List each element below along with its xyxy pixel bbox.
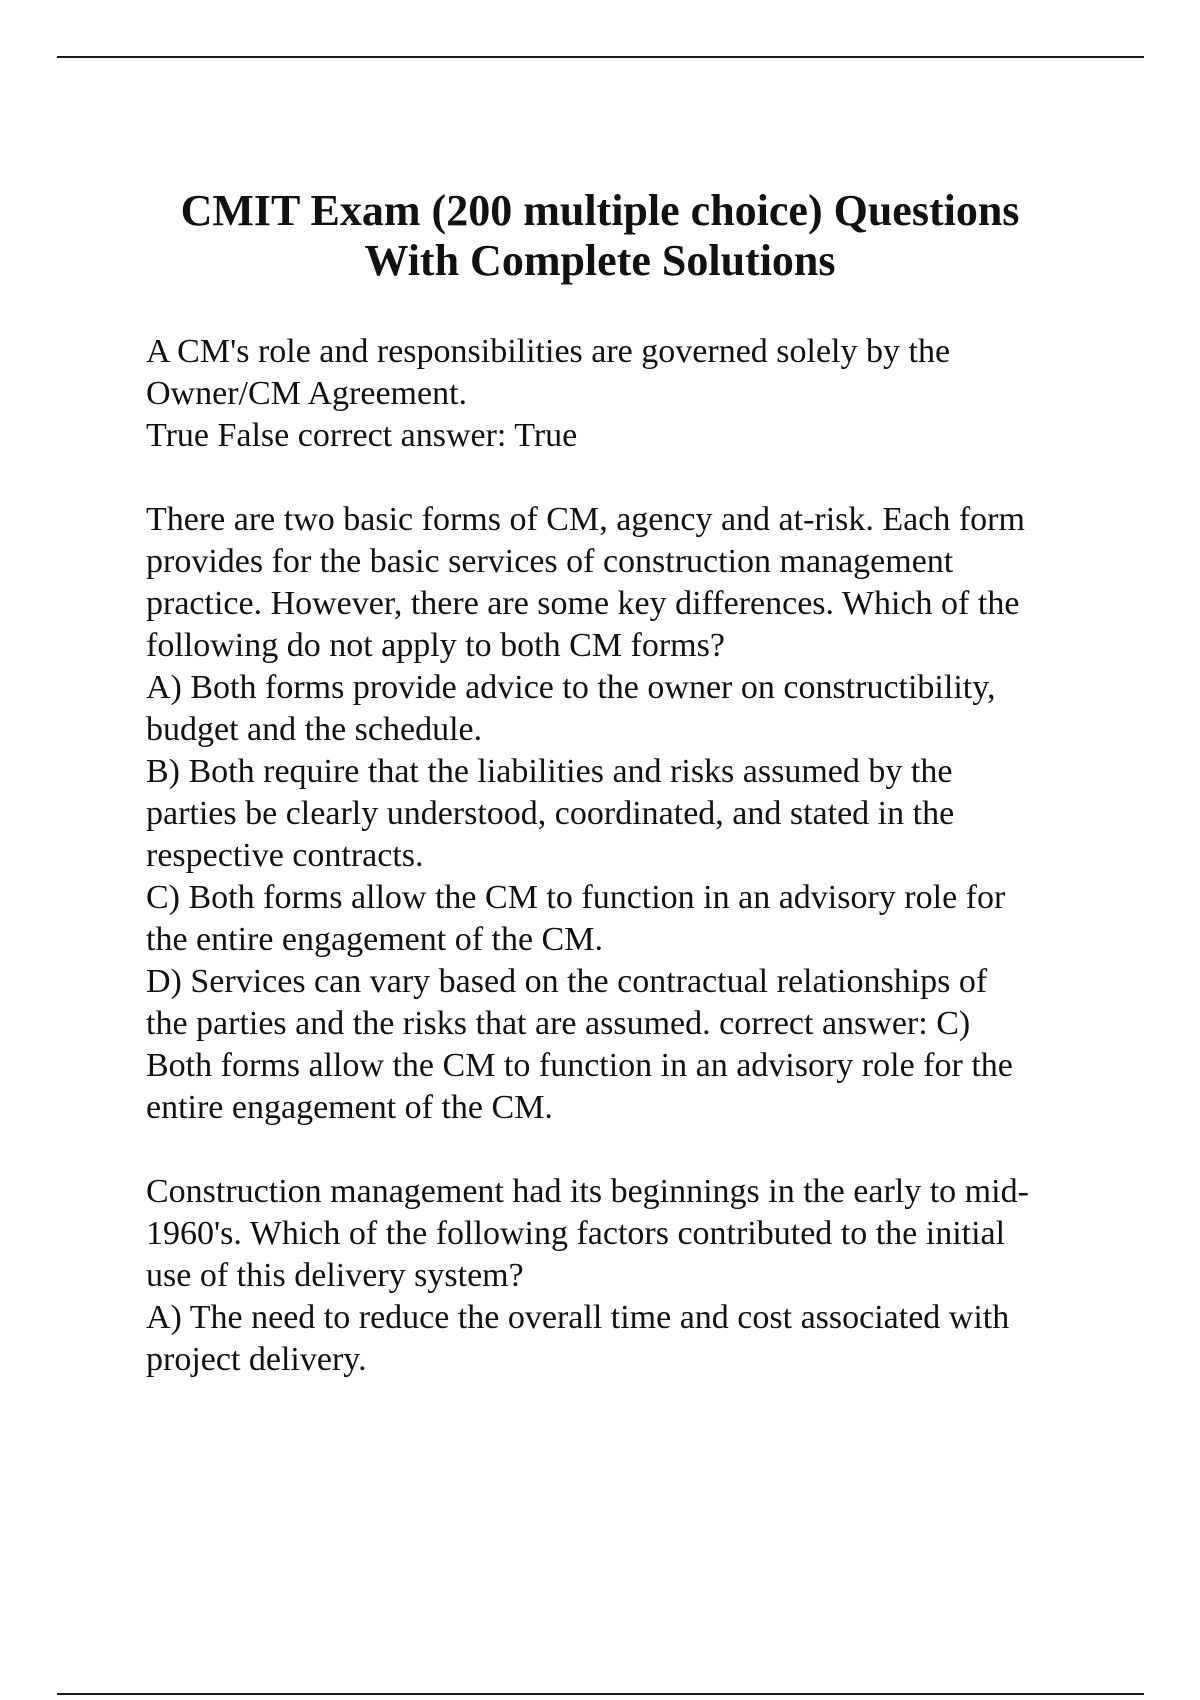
question-text-line: provides for the basic services of construction management [146, 543, 954, 580]
document-title [100, 186, 1100, 286]
question-text-line: following do not apply to both CM forms? [146, 627, 725, 664]
question-2 [146, 499, 1146, 1129]
option-a-line: project delivery. [146, 1341, 367, 1378]
question-text-line: There are two basic forms of CM, agency and at-risk. Each form [146, 501, 1025, 538]
answer-line: Both forms allow the CM to function in an advisory role for the [146, 1047, 1013, 1084]
question-text-line: 1960's. Which of the following factors contributed to the initial [146, 1215, 1006, 1252]
option-b-line: respective contracts. [146, 837, 424, 874]
paragraph-gap [146, 1129, 1146, 1171]
title-line: With Complete Solutions [364, 236, 836, 285]
question-1 [146, 331, 1146, 457]
question-text-line: A CM's role and responsibilities are governed solely by the [146, 333, 951, 370]
bottom-rule [57, 1693, 1144, 1695]
option-a-line: A) The need to reduce the overall time and cost associated with [146, 1299, 1010, 1336]
option-c-line: the entire engagement of the CM. [146, 921, 603, 958]
document-body [146, 331, 1146, 1381]
title-line: CMIT Exam (200 multiple choice) Questions [180, 186, 1020, 235]
answer-line: True False correct answer: True [146, 417, 578, 454]
option-b-line: parties be clearly understood, coordinated, and stated in the [146, 795, 955, 832]
answer-line: entire engagement of the CM. [146, 1089, 553, 1126]
question-3 [146, 1171, 1146, 1381]
question-text-line: use of this delivery system? [146, 1257, 524, 1294]
option-d-line: the parties and the risks that are assumed. correct answer: C) [146, 1005, 971, 1042]
paragraph-gap [146, 457, 1146, 499]
question-text-line: Owner/CM Agreement. [146, 375, 468, 412]
question-text-line: Construction management had its beginnings in the early to mid- [146, 1173, 1029, 1210]
option-c-line: C) Both forms allow the CM to function in an advisory role for [146, 879, 1006, 916]
option-a-line: budget and the schedule. [146, 711, 483, 748]
question-text-line: practice. However, there are some key differences. Which of the [146, 585, 1020, 622]
option-d-line: D) Services can vary based on the contractual relationships of [146, 963, 988, 1000]
option-a-line: A) Both forms provide advice to the owner on constructibility, [146, 669, 996, 706]
option-b-line: B) Both require that the liabilities and risks assumed by the [146, 753, 953, 790]
top-rule [57, 56, 1144, 58]
